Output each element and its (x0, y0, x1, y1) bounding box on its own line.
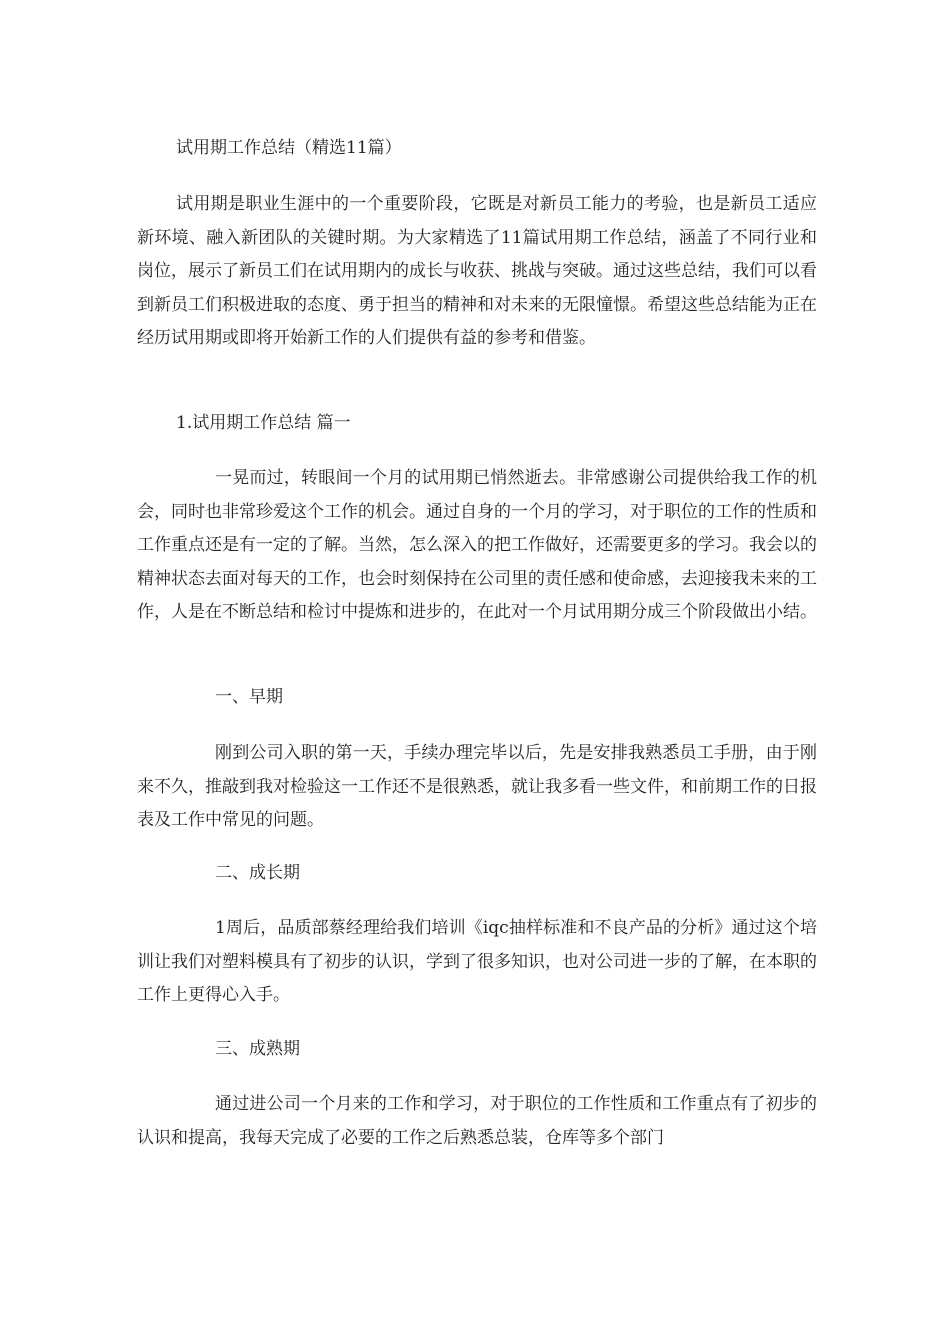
intro-paragraph: 试用期是职业生涯中的一个重要阶段，它既是对新员工能力的考验，也是新员工适应新环境、融入新团队的关键时期。为大家精选了11篇试用期工作总结，涵盖了不同行业和岗位，展示了新员工们在试用期内的成长与收获、挑战与突破。通过这些总结，我们可以看到新员工们积极进取的态度、勇于担当的精神和对未来的无限憧憬。希望这些总结能为正在经历试用期或即将开始新工作的人们提供有益的参考和借鉴。 (137, 194, 817, 348)
stage-2-paragraph: 1周后，品质部蔡经理给我们培训《iqc抽样标准和不良产品的分析》通过这个培训让我们对塑料模具有了初步的认识，学到了很多知识，也对公司进一步的了解，在本职的工作上更得心入手。 (137, 918, 817, 1005)
stage-3-paragraph: 通过进公司一个月来的工作和学习，对于职位的工作性质和工作重点有了初步的认识和提高，我每天完成了必要的工作之后熟悉总装，仓库等多个部门 (137, 1094, 817, 1148)
section-1-paragraph: 一晃而过，转眼间一个月的试用期已悄然逝去。非常感谢公司提供给我工作的机会，同时也非常珍爱这个工作的机会。通过自身的一个月的学习，对于职位的工作的性质和工作重点还是有一定的了解。当然，怎么深入的把工作做好，还需要更多的学习。我会以的精神状态去面对每天的工作，也会时刻保持在公司里的责任感和使命感，去迎接我未来的工作，人是在不断总结和检讨中提炼和进步的，在此对一个月试用期分成三个阶段做出小结。 (137, 468, 817, 622)
section-1-heading: 1.试用期工作总结 篇一 (176, 413, 351, 433)
stage-1-heading: 一、早期 (215, 687, 283, 707)
stage-3-heading: 三、成熟期 (215, 1039, 300, 1059)
stage-1-paragraph: 刚到公司入职的第一天，手续办理完毕以后，先是安排我熟悉员工手册，由于刚来不久，推敲到我对检验这一工作还不是很熟悉，就让我多看一些文件，和前期工作的日报表及工作中常见的问题。 (137, 743, 817, 830)
document-title: 试用期工作总结（精选11篇） (176, 138, 402, 158)
stage-2-heading: 二、成长期 (215, 863, 300, 883)
